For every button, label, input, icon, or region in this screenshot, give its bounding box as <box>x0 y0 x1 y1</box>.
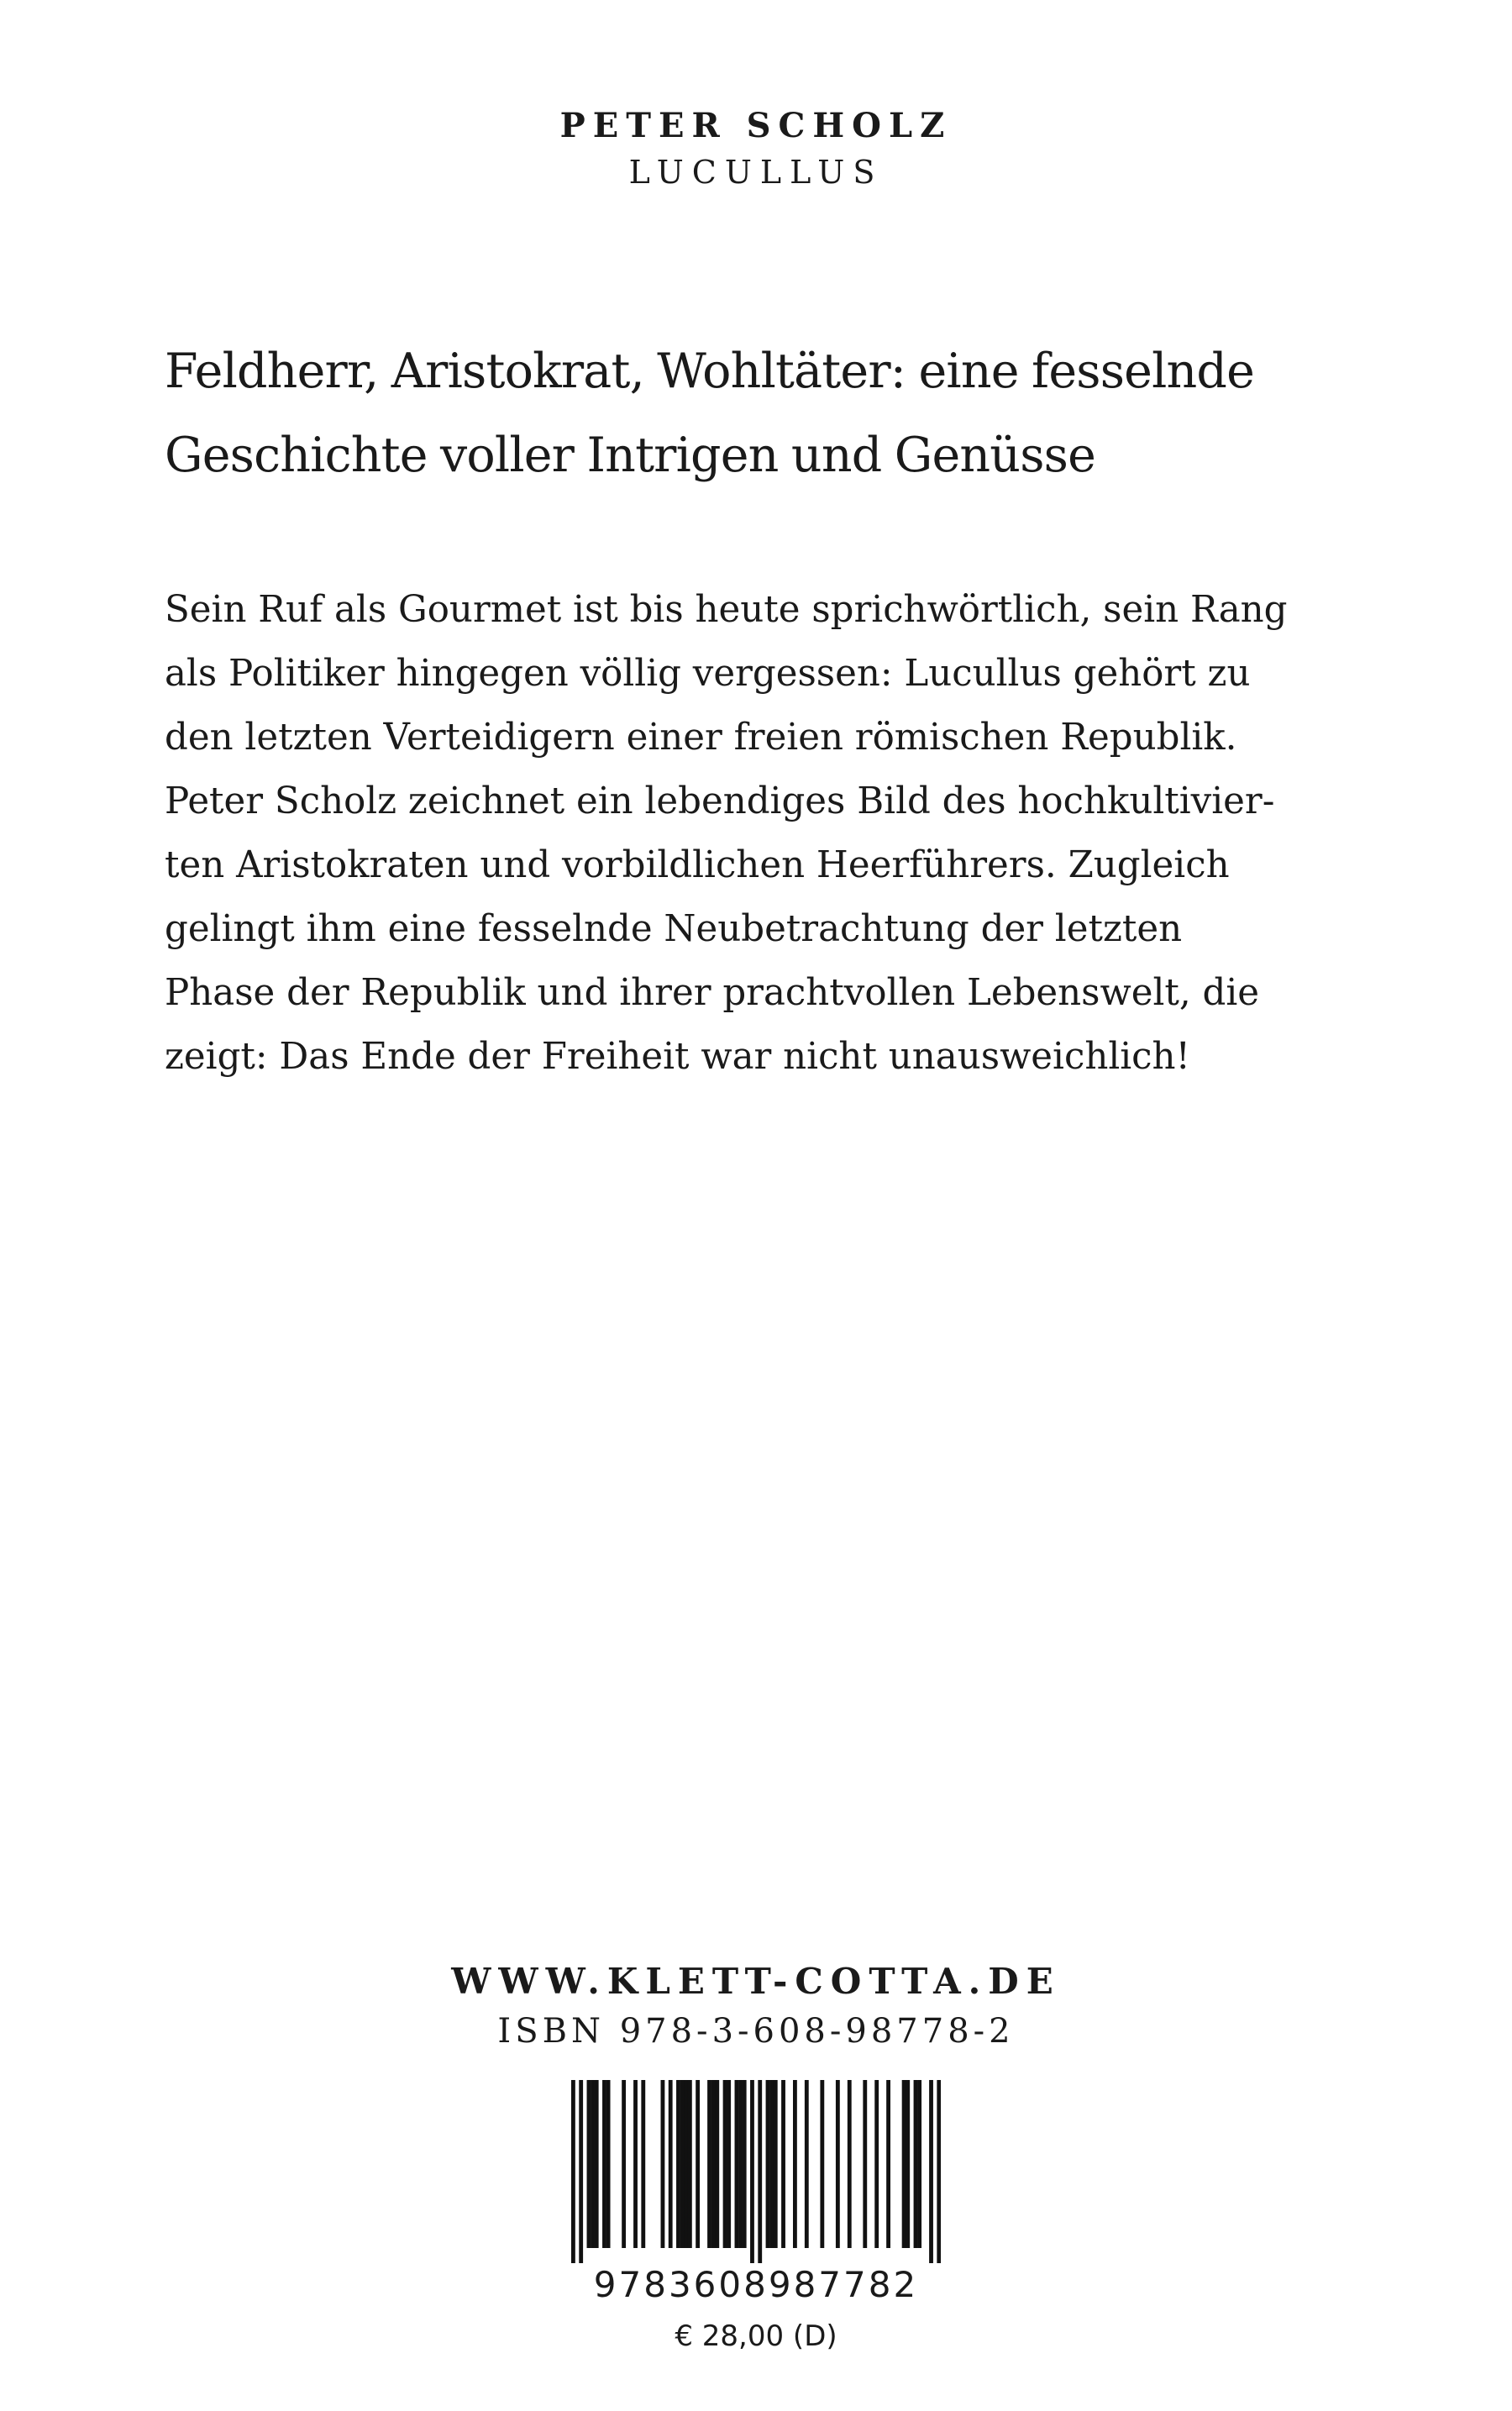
barcode-bar <box>750 2080 754 2263</box>
barcode-bar <box>669 2080 673 2248</box>
barcode-bar <box>684 2080 688 2248</box>
barcode-bar <box>641 2080 645 2248</box>
barcode-bar <box>723 2080 727 2248</box>
blurb-line: Peter Scholz zeichnet ein lebendiges Bild des hochkultivier- <box>165 780 1275 822</box>
publisher-website: WWW.KLETT-COTTA.DE <box>451 1961 1061 2002</box>
barcode-bar <box>661 2080 665 2248</box>
blurb-line: Phase der Republik und ihrer prachtvollen Lebenswelt, die <box>165 972 1260 1014</box>
barcode-bar <box>917 2080 921 2248</box>
barcode-bar <box>622 2080 626 2248</box>
barcode-bar <box>758 2080 762 2263</box>
barcode-bar <box>874 2080 879 2248</box>
barcode-bar <box>579 2080 583 2263</box>
barcode-bar <box>591 2080 595 2248</box>
blurb-line: gelingt ihm eine fesselnde Neubetrachtung der letzten <box>165 908 1183 950</box>
barcode-bar <box>914 2080 918 2248</box>
blurb-line: Sein Ruf als Gourmet ist bis heute sprichwörtlich, sein Rang <box>165 589 1288 631</box>
barcode-bar <box>848 2080 852 2248</box>
barcode-bar <box>902 2080 906 2248</box>
barcode-bar <box>602 2080 606 2248</box>
barcode-bar <box>836 2080 840 2248</box>
blurb-text <box>165 578 1341 1089</box>
barcode-bar <box>769 2080 774 2248</box>
barcode-bar <box>820 2080 824 2248</box>
barcode-bar <box>738 2080 743 2248</box>
barcode-bar <box>906 2080 910 2248</box>
barcode-bar <box>863 2080 867 2248</box>
barcode-bar <box>633 2080 638 2248</box>
barcode-bar <box>727 2080 731 2248</box>
barcode-bar <box>937 2080 941 2263</box>
blurb-line: den letzten Verteidigern einer freien römischen Republik. <box>165 717 1237 759</box>
barcode-bar <box>743 2080 747 2248</box>
barcode-bar <box>711 2080 716 2248</box>
barcode-bar <box>774 2080 778 2248</box>
headline <box>165 329 1357 497</box>
barcode-bar <box>793 2080 797 2248</box>
barcode-bar <box>805 2080 809 2248</box>
barcode-bar <box>929 2080 933 2263</box>
blurb-line: zeigt: Das Ende der Freiheit war nicht unausweichlich! <box>165 1036 1191 1078</box>
barcode-bar <box>886 2080 890 2248</box>
barcode-bar <box>571 2080 575 2263</box>
barcode-bar <box>606 2080 611 2248</box>
barcode-bar <box>707 2080 711 2248</box>
barcode <box>571 2080 941 2263</box>
price: € 28,00 (D) <box>675 2319 837 2353</box>
barcode-bar <box>735 2080 739 2248</box>
barcode-bar <box>766 2080 770 2248</box>
barcode-digits: 9783608987782 <box>593 2264 919 2305</box>
barcode-bar <box>595 2080 599 2248</box>
barcode-bar <box>688 2080 692 2248</box>
barcode-bar <box>676 2080 680 2248</box>
book-title: LUCULLUS <box>628 154 884 191</box>
barcode-bar <box>680 2080 685 2248</box>
blurb-line: ten Aristokraten und vorbildlichen Heerführers. Zugleich <box>165 844 1230 886</box>
barcode-bar <box>715 2080 719 2248</box>
barcode-bar <box>587 2080 591 2248</box>
blurb-line: als Politiker hingegen völlig vergessen: Lucullus gehört zu <box>165 653 1251 695</box>
isbn-label: ISBN 978-3-608-98778-2 <box>497 2012 1015 2051</box>
barcode-bar <box>781 2080 785 2248</box>
barcode-bar <box>696 2080 700 2248</box>
author-name: PETER SCHOLZ <box>559 106 953 145</box>
headline-line: Geschichte voller Intrigen und Genüsse <box>165 428 1096 483</box>
headline-line: Feldherr, Aristokrat, Wohltäter: eine fesselnde <box>165 344 1255 399</box>
